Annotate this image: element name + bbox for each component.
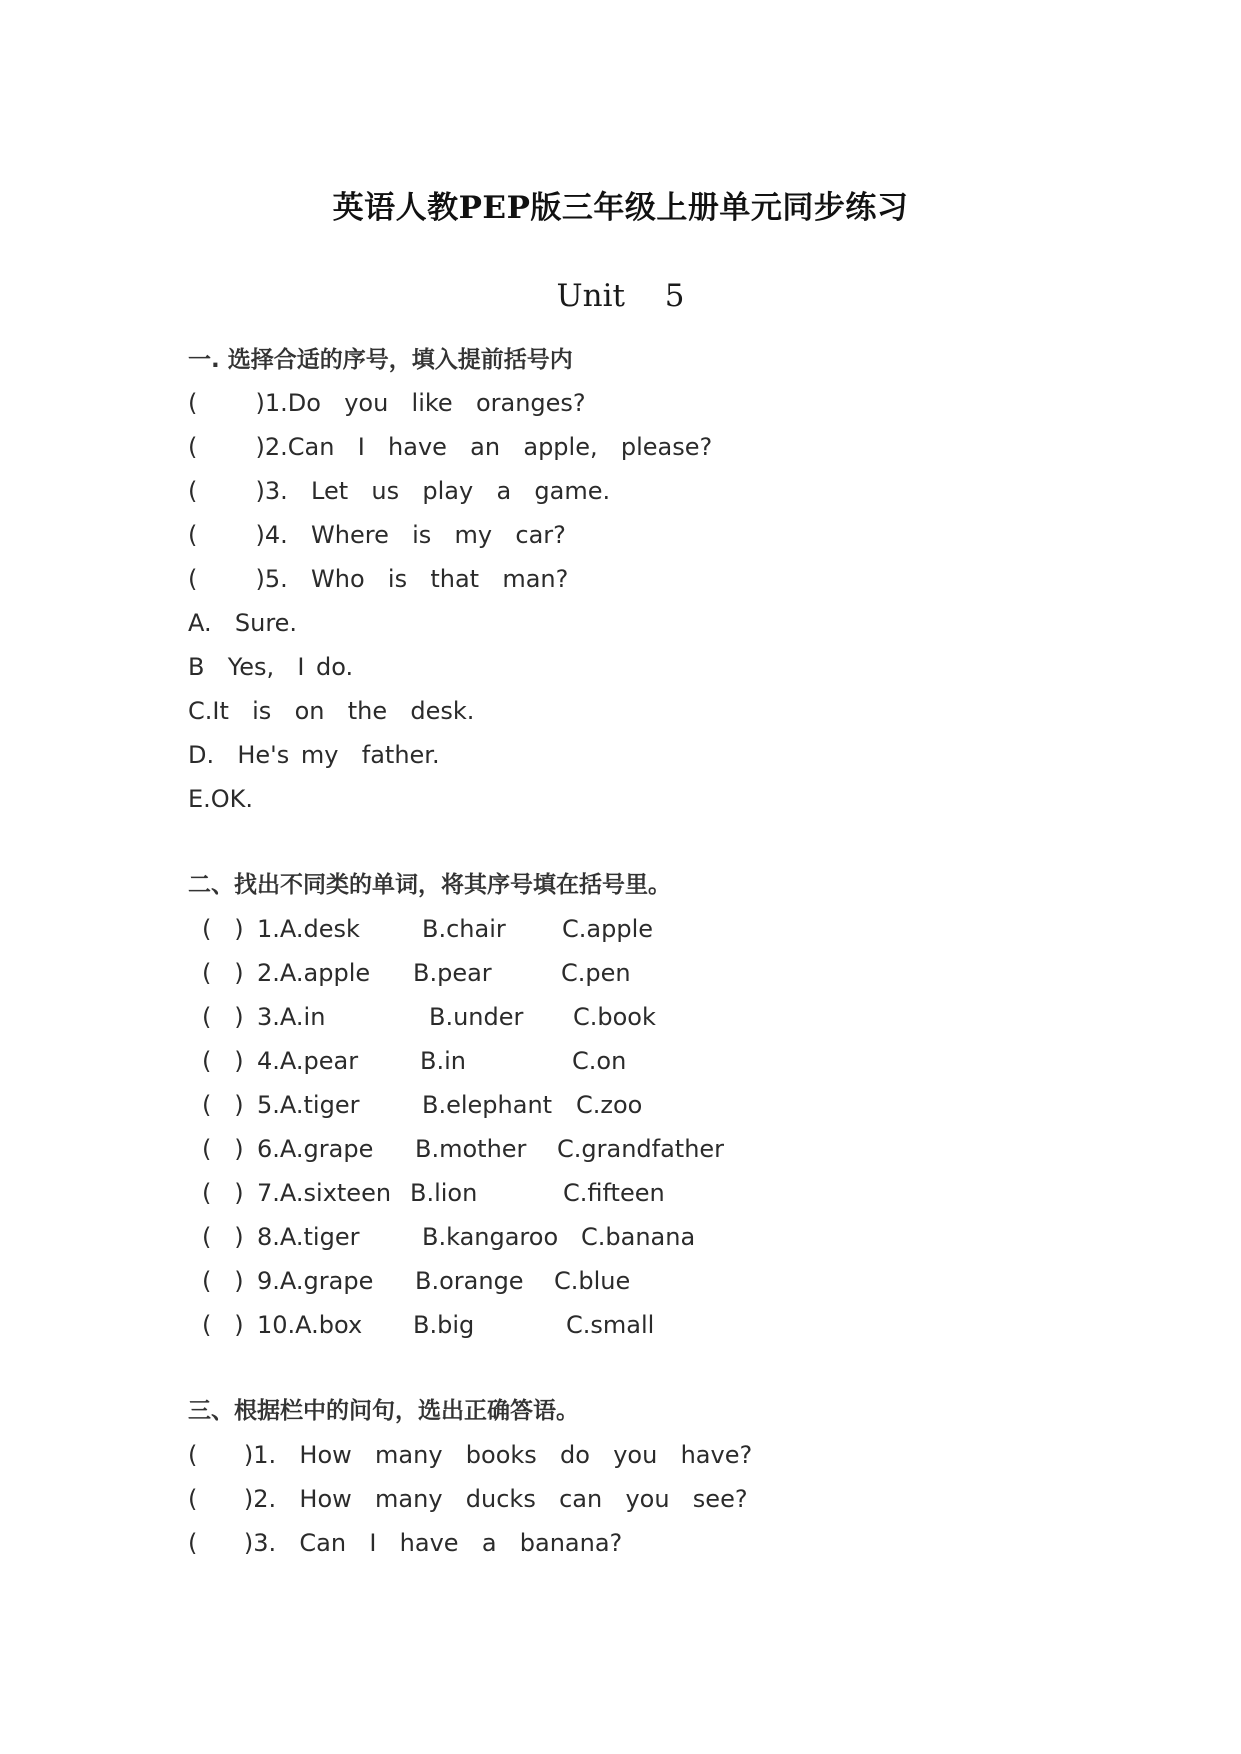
section2-heading: 二、找出不同类的单词，将其序号填在括号里。 bbox=[188, 872, 671, 898]
option-a: 8.A.tiger bbox=[257, 1223, 360, 1251]
section1-question: ( )3. Let us play a game. bbox=[188, 477, 611, 505]
section1-question: ( )1.Do you like oranges? bbox=[188, 389, 586, 417]
option-c: C.small bbox=[566, 1311, 655, 1339]
section1-option: B Yes, I do. bbox=[188, 653, 354, 681]
section3-question: ( )2. How many ducks can you see? bbox=[188, 1485, 748, 1513]
section1-option: A. Sure. bbox=[188, 609, 298, 637]
option-b: B.elephant bbox=[422, 1091, 553, 1119]
option-a: 4.A.pear bbox=[257, 1047, 359, 1075]
option-a: 9.A.grape bbox=[257, 1267, 374, 1295]
unit-heading: Unit 5 bbox=[556, 278, 685, 314]
option-b: B.lion bbox=[410, 1179, 478, 1207]
section1-option: E.OK. bbox=[188, 785, 254, 813]
option-c: C.apple bbox=[562, 915, 653, 943]
worksheet-title: 英语人教PEP版三年级上册单元同步练习 bbox=[332, 190, 909, 226]
option-b: B.pear bbox=[413, 959, 492, 987]
answer-bracket: ( ) bbox=[202, 1267, 244, 1295]
option-c: C.zoo bbox=[576, 1091, 643, 1119]
option-a: 6.A.grape bbox=[257, 1135, 374, 1163]
section3-heading: 三、根据栏中的问句，选出正确答语。 bbox=[188, 1398, 579, 1424]
option-c: C.book bbox=[573, 1003, 656, 1031]
option-a: 7.A.sixteen bbox=[257, 1179, 392, 1207]
option-b: B.in bbox=[420, 1047, 466, 1075]
option-c: C.on bbox=[572, 1047, 627, 1075]
option-c: C.pen bbox=[561, 959, 631, 987]
option-c: C.grandfather bbox=[557, 1135, 725, 1163]
section3-question: ( )3. Can I have a banana? bbox=[188, 1529, 623, 1557]
option-a: 1.A.desk bbox=[257, 915, 360, 943]
option-a: 10.A.box bbox=[257, 1311, 363, 1339]
section1-question: ( )5. Who is that man? bbox=[188, 565, 569, 593]
section1-question: ( )2.Can I have an apple, please? bbox=[188, 433, 713, 461]
answer-bracket: ( ) bbox=[202, 1223, 244, 1251]
option-b: B.kangaroo bbox=[422, 1223, 559, 1251]
section1-heading: 一. 选择合适的序号，填入提前括号内 bbox=[188, 347, 573, 373]
option-a: 2.A.apple bbox=[257, 959, 371, 987]
answer-bracket: ( ) bbox=[202, 1179, 244, 1207]
option-b: B.orange bbox=[415, 1267, 524, 1295]
option-b: B.mother bbox=[415, 1135, 527, 1163]
section1-option: D. He's my father. bbox=[188, 741, 440, 769]
option-c: C.blue bbox=[554, 1267, 631, 1295]
option-c: C.banana bbox=[581, 1223, 696, 1251]
answer-bracket: ( ) bbox=[202, 1135, 244, 1163]
option-a: 5.A.tiger bbox=[257, 1091, 360, 1119]
answer-bracket: ( ) bbox=[202, 1091, 244, 1119]
option-b: B.chair bbox=[422, 915, 506, 943]
answer-bracket: ( ) bbox=[202, 1003, 244, 1031]
option-b: B.under bbox=[429, 1003, 524, 1031]
answer-bracket: ( ) bbox=[202, 1047, 244, 1075]
option-a: 3.A.in bbox=[257, 1003, 326, 1031]
section1-option: C.It is on the desk. bbox=[188, 697, 475, 725]
answer-bracket: ( ) bbox=[202, 915, 244, 943]
section3-question: ( )1. How many books do you have? bbox=[188, 1441, 753, 1469]
answer-bracket: ( ) bbox=[202, 1311, 244, 1339]
option-b: B.big bbox=[413, 1311, 475, 1339]
answer-bracket: ( ) bbox=[202, 959, 244, 987]
option-c: C.fifteen bbox=[563, 1179, 665, 1207]
section1-question: ( )4. Where is my car? bbox=[188, 521, 566, 549]
